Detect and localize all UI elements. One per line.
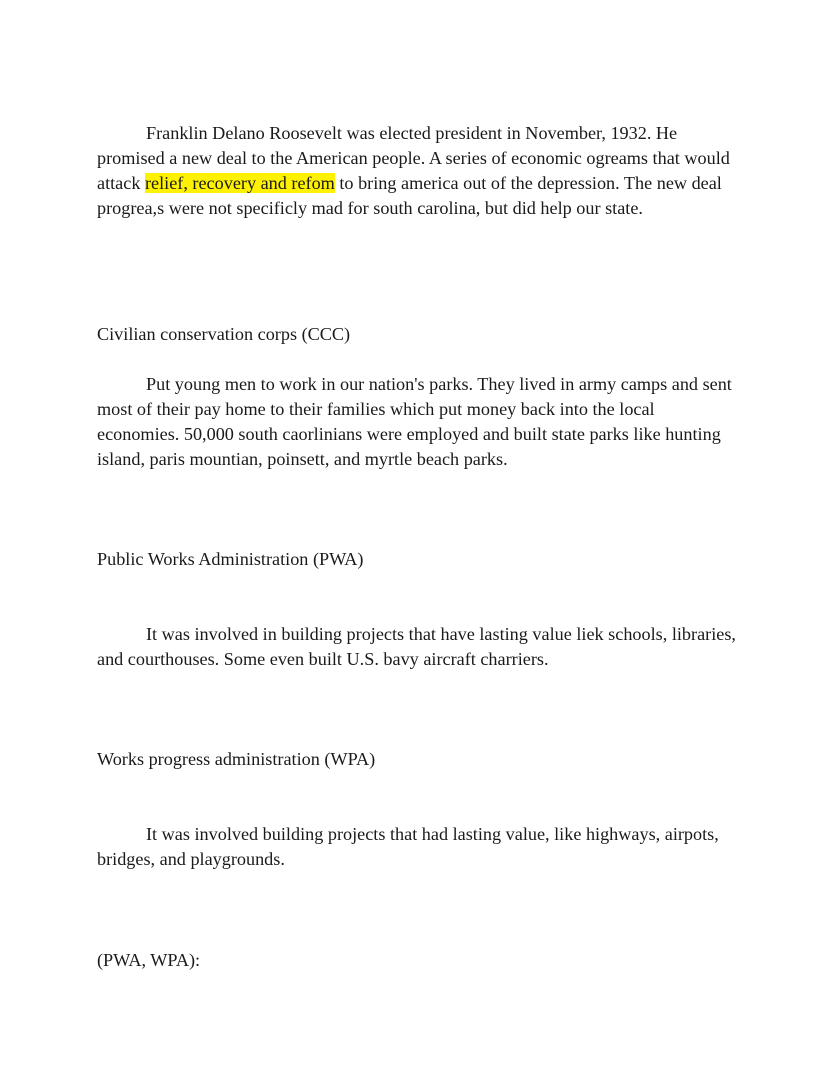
section-heading-pwa: Public Works Administration (PWA) [97, 549, 364, 569]
section-body-pwa: It was involved in building projects that have lasting value liek schools, libraries, and courthouses. Some even built U.S. bavy aircraft charriers. [97, 624, 736, 669]
section-body-ccc: Put young men to work in our nation's parks. They lived in army camps and sent most of their pay home to their families which put money back into the local economies. 50,000 south caorlinians were employed and built state parks like hunting island, paris mountian, poinsett, and myrtle beach parks. [97, 374, 732, 469]
highlighted-text: relief, recovery and refom [144, 173, 335, 193]
section-heading-ccc: Civilian conservation corps (CCC) [97, 324, 351, 344]
section-heading-wpa: Works progress administration (WPA) [97, 749, 376, 769]
section-body-wpa: It was involved building projects that had lasting value, like highways, airpots, bridges, and playgrounds. [97, 824, 719, 869]
section-heading-pwa-wpa: (PWA, WPA): [97, 950, 201, 970]
intro-paragraph [97, 121, 737, 221]
intro-text-after: to bring america out of the depression. The new deal progrea,s were not specificly mad for south carolina, but did help our state. [97, 173, 722, 218]
intro-text-before: Franklin Delano Roosevelt was elected president in November, 1932. He promised a new deal to the American people. A series of economic ogreams that would attack [97, 123, 730, 193]
